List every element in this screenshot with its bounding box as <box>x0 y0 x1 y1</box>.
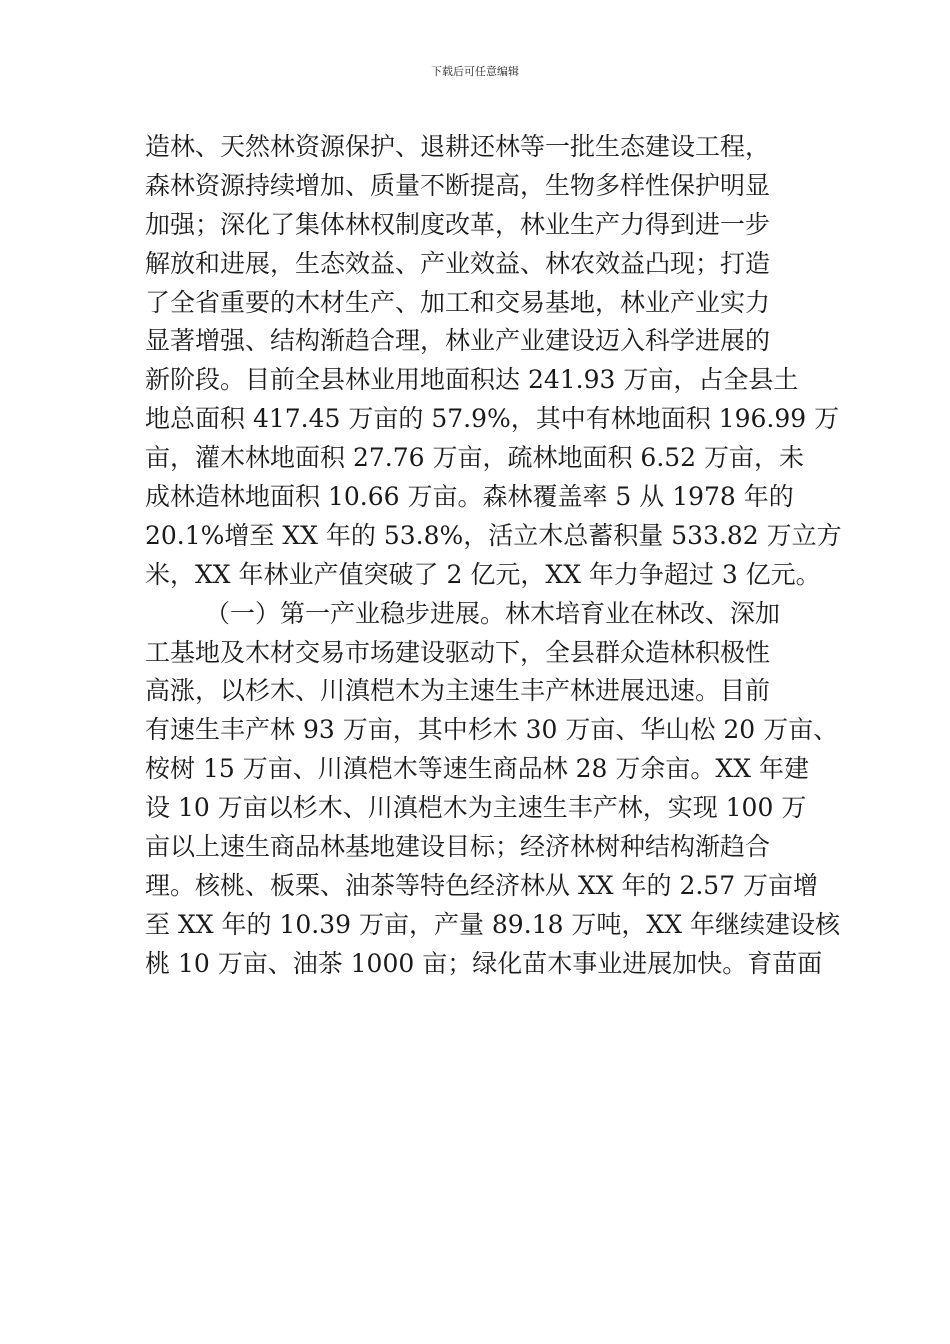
text-line: 高涨，以杉木、川滇桤木为主速生丰产林进展迅速。目前 <box>145 676 771 706</box>
text-line: 成林造林地面积 10.66 万亩。森林覆盖率 5 从 1978 年的 <box>145 482 794 512</box>
text-line: 加强；深化了集体林权制度改革，林业生产力得到进一步 <box>145 209 771 239</box>
text-line: 有速生丰产林 93 万亩，其中杉木 30 万亩、华山松 20 万亩、 <box>145 715 839 745</box>
text-line: 地总面积 417.45 万亩的 57.9%，其中有林地面积 196.99 万 <box>145 404 840 434</box>
text-line: 新阶段。目前全县林业用地面积达 241.93 万亩，占全县土 <box>145 365 799 395</box>
text-line: 亩以上速生商品林基地建设目标；经济林树种结构渐趋合 <box>145 832 771 862</box>
text-line: 桉树 15 万亩、川滇桤木等速生商品林 28 万余亩。XX 年建 <box>145 754 809 784</box>
text-line: 桃 10 万亩、油茶 1000 亩；绿化苗木事业进展加快。育苗面 <box>145 948 823 978</box>
text-line: 20.1%增至 XX 年的 53.8%，活立木总蓄积量 533.82 万立方 <box>145 520 842 550</box>
text-line: 米，XX 年林业产值突破了 2 亿元，XX 年力争超过 3 亿元。 <box>145 559 821 589</box>
text-line: 设 10 万亩以杉木、川滇桤木为主速生丰产林，实现 100 万 <box>145 793 807 823</box>
text-line: 亩，灌木林地面积 27.76 万亩，疏林地面积 6.52 万亩，未 <box>145 443 805 473</box>
text-line: 森林资源持续增加、质量不断提高，生物多样性保护明显 <box>145 170 771 200</box>
paragraph-forestry-overview <box>145 128 842 595</box>
text-line: 显著增强、结构渐趋合理，林业产业建设迈入科学进展的 <box>145 326 771 356</box>
paragraph-primary-industry <box>145 595 840 984</box>
page-header-note: 下载后可任意编辑 <box>431 65 519 78</box>
text-line-indented: （一）第一产业稳步进展。林木培育业在林改、深加 <box>205 598 781 628</box>
text-line: 解放和进展，生态效益、产业效益、林农效益凸现；打造 <box>145 248 771 278</box>
text-line: 工基地及木材交易市场建设驱动下，全县群众造林积极性 <box>145 637 771 667</box>
text-line: 理。核桃、板栗、油茶等特色经济林从 XX 年的 2.57 万亩增 <box>145 870 819 900</box>
text-line: 至 XX 年的 10.39 万亩，产量 89.18 万吨，XX 年继续建设核 <box>145 909 840 939</box>
text-line: 了全省重要的木材生产、加工和交易基地，林业产业实力 <box>145 287 771 317</box>
text-line: 造林、天然林资源保护、退耕还林等一批生态建设工程， <box>145 132 771 161</box>
document-body <box>145 128 842 984</box>
